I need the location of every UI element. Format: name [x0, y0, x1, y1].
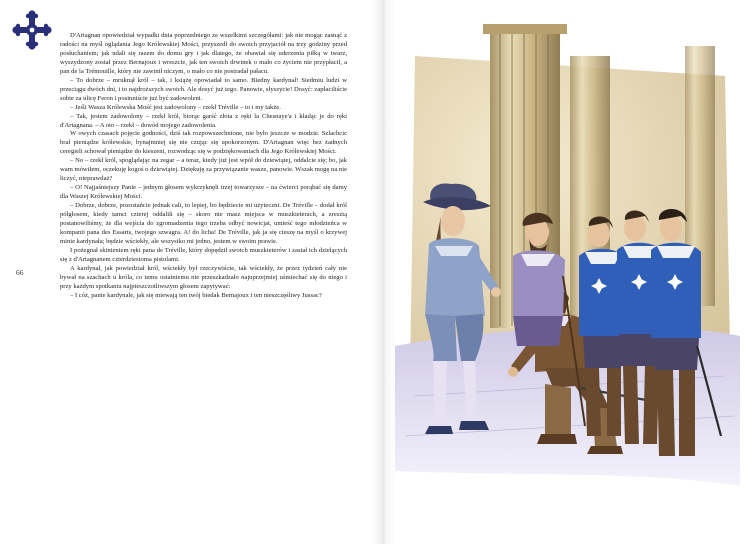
paragraph: – Dobrze, dobrze, pozostańcie jednak cali, to lepiej, bo będziecie mi użyteczni. De Tréville – dodał król półgłosem, kiedy tamci czterej oddalili się – skoro nie masz miejsca w muszkieterach, a zresztą postanowiliśmy, że dla wejścia do zgromadzenia tego trzeba odbyć nowicjat, umieść tego młodzieńca w kompanii pana des Essarts, twojego szwagra. A! do licha! De Tréville, jak ja się cieszę na myśl o krzywej minie kardynała; będzie wściekły, ale wszystko mi jedno, jestem w swoim prawie.: [60, 202, 347, 245]
paragraph: D'Artagnan opowiedział wypadki dnia poprzedniego ze wszelkimi szczegółami: jak nie mogąc zasnąć z radości na myśl oglądania Jego Królewskiej Mości, przyszedł do swoich przyjaciół na trzy godziny przed posłuchaniem; jak udali się razem do domu gry i jak dlatego, że obawiał się uderzenia piłką w twarz, wyszydzony został przez Bernajoux i wreszcie, jak ten swoich drwinek o mało co życiem nie przypłacił, a pan de la Trémouille, który nie zawinił niczym, o mało co nie postradał pałacu.: [60, 32, 347, 75]
paragraph: I pożegnał skinieniem ręki pana de Tréville, który dopędził swoich muszkieterów i zastał ich dzielących się z d'Artagnanem czterdziestoma pistolami.: [60, 246, 347, 263]
fleur-cross-icon: [12, 10, 52, 50]
paragraph: – No – rzekł król, spoglądając na zegar – a teraz, kiedy już jest wpół do dziewiątej, oddalcie się; bo, jak wam mówiłem, oczekuję kogoś o dziewiątej. Dziękuję za przywiązanie wasze, panowie. Wszak mogę na nie liczyć, nieprawdaż?: [60, 157, 347, 183]
paragraph: – I cóż, panie kardynale, jak się miewają ten twój biedak Bernajoux i ten nieszczęśliwy Jussac?: [70, 291, 322, 299]
paragraph: – O! Najjaśniejszy Panie – jednym głosem wykrzyknęli trzej towarzysze – na ćwierci porąbać się damy dla Waszej Królewskiej Mości.: [60, 184, 347, 201]
musketeers-illustration: [395, 16, 740, 486]
page-number: 66: [16, 268, 24, 277]
paragraph: W owych czasach pojęcie godności, dziś tak rozpowszechnione, nie było jeszcze w modzie. Szlachcic brał pieniądze królewskie, bynajmniej się nie czując się upokorzonym. D'Artagnan więc bez żadnych ceregieli schował pieniądze do kieszeni, rozwodząc się w podziękowaniach dla Jego Królewskiej Mości.: [60, 130, 347, 156]
page-gutter: [370, 0, 396, 544]
paragraph: – Jeśli Wasza Królewska Mość jest zadowolony – rzekł Tréville – to i my także.: [70, 103, 281, 111]
text-column: [60, 32, 347, 301]
paragraph: – To dobrze – mruknął król – tak, i książę opowiadał to samo. Biedny kardynał! Siedmiu ludzi w przeciągu dwóch dni, i to najdroższych swoich. Ale dosyć już tego. Panowie, słyszycie! Dosyć: zapłaciliście sobie za ulicę Feron i posinniście już być zadowoleni.: [60, 76, 347, 102]
paragraph: A kardynał, jak powiedział król, wściekły był rzeczywiście, tak wściekły, że przez tydzień cały nie bywał na szachach u króla, co temu ostatniemu nie przeszkadzało najuprzejmiej uśmiechać się do niego i przy każdym spotkaniu najpieszczotliwszym głosem zapytywać:: [60, 264, 347, 290]
paragraph: – Tak, jestem zadowolony – rzekł król, biorąc garść złota z ręki la Chesnaye'a i kładąc je do ręki d'Artagnana. – A oto – rzekł – dowód mojego zadowolenia.: [60, 112, 347, 129]
